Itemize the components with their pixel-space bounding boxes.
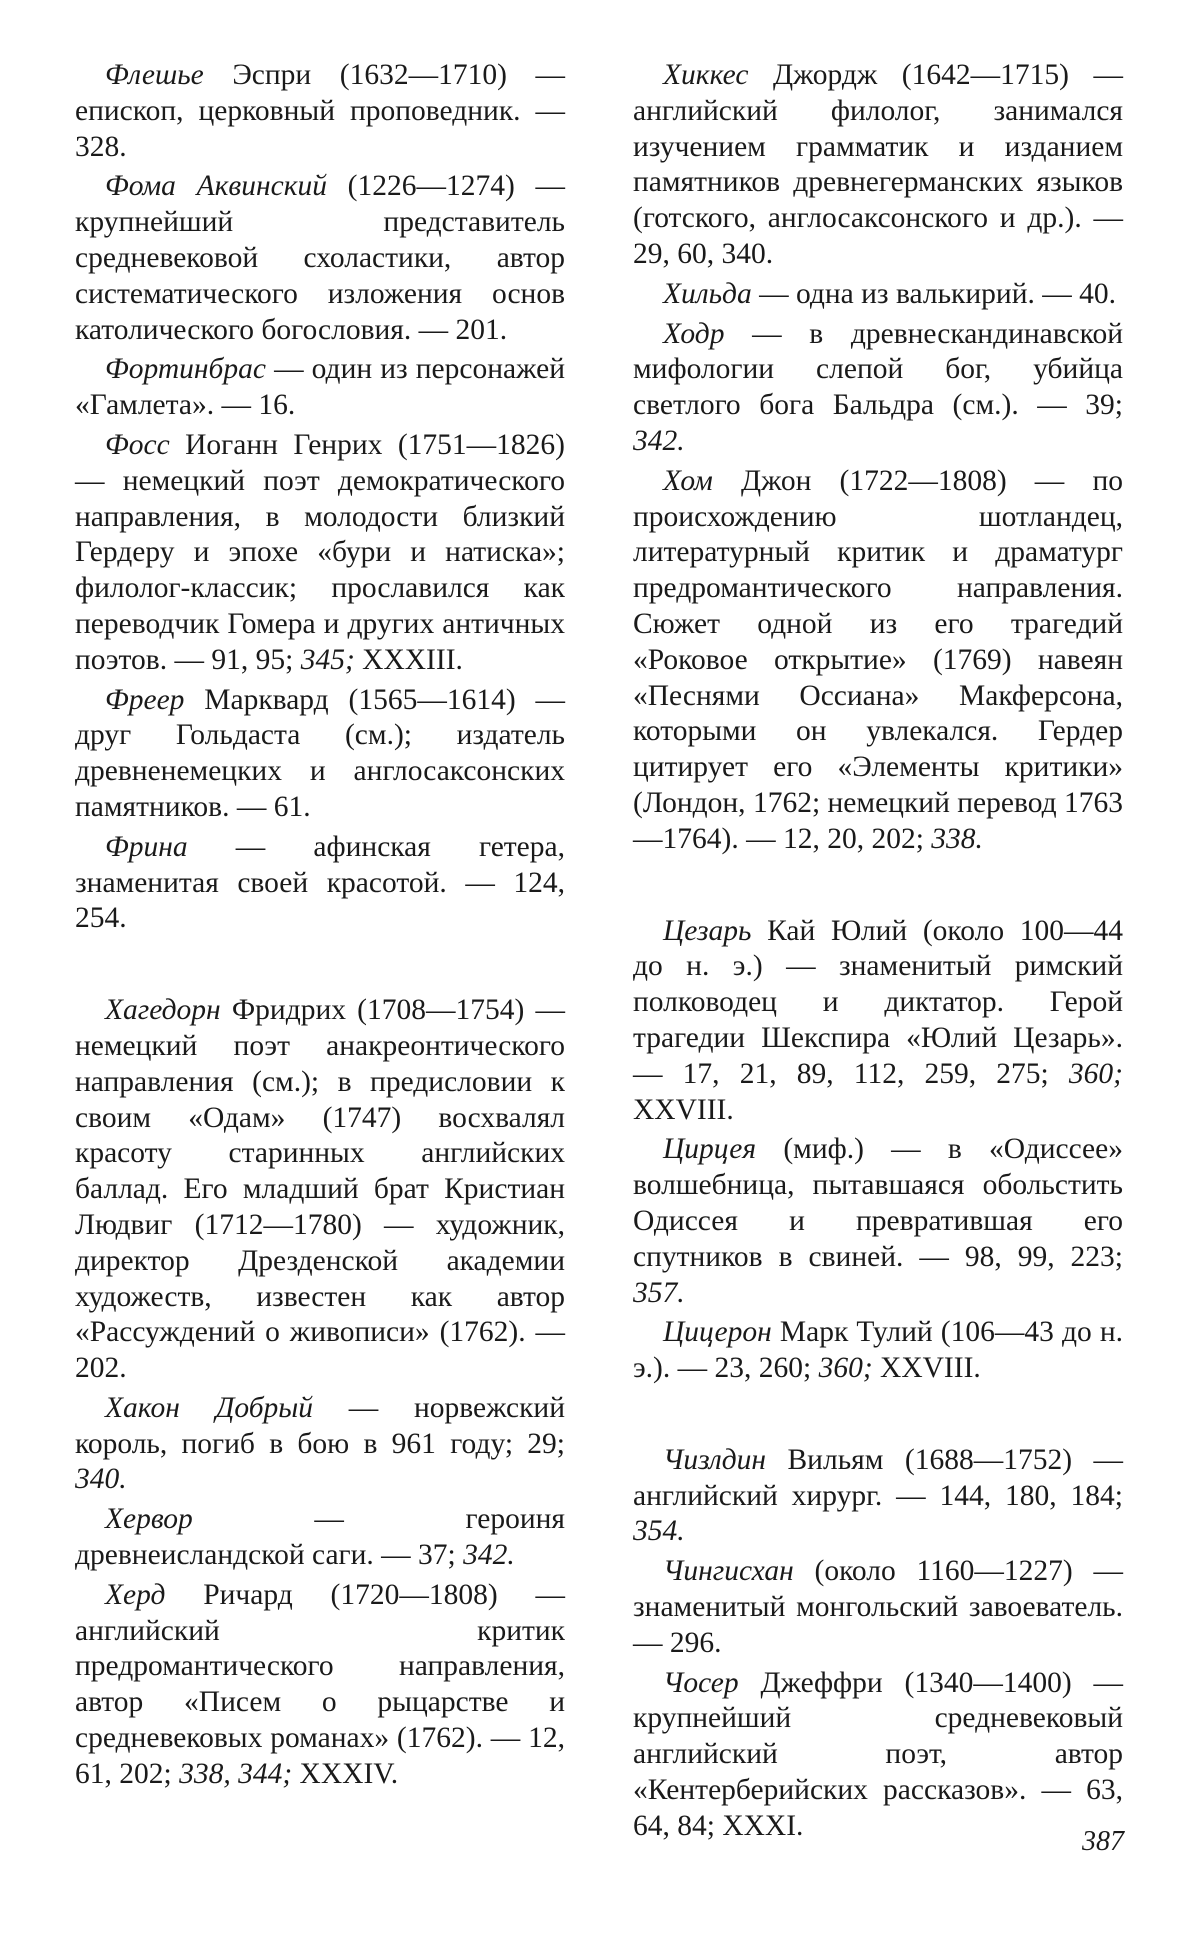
entry-text: — в древнескандинавской мифологии слепой бог, убийца светлого бога Бальдра (см.). — 39; [633, 317, 1123, 422]
right-column [633, 58, 1123, 1849]
entry-name: Хильда [663, 277, 752, 310]
entry-text: — героиня древнеисландской саги. — 37; [75, 1503, 565, 1572]
index-entry [75, 428, 565, 679]
entry-name: Ходр [663, 317, 725, 350]
index-entry [75, 1391, 565, 1498]
entry-italic-pages: 340. [75, 1463, 127, 1496]
page-number: 387 [1082, 1826, 1124, 1857]
left-column [75, 58, 565, 1797]
entry-italic-pages: 342. [463, 1539, 515, 1572]
entry-text: Вильям (1688—1752) — английский хирург. — 144, 180, 184; [633, 1443, 1123, 1512]
index-entry [75, 993, 565, 1387]
entry-text: Джордж (1642—1715) — английский филолог, занимался изучением грамматик и изданием памятников древнегерманских языков (готского, англосаксонского и др.). — 29, 60, 340. [633, 59, 1123, 270]
entry-tail: XXXIII. [354, 643, 463, 676]
entry-text: (около 1160—1227) — знаменитый монгольский завоеватель. — 296. [633, 1555, 1123, 1659]
index-entry [633, 277, 1123, 313]
entry-name: Фортинбрас [105, 353, 266, 386]
entry-text: Ричард (1720—1808) — английский критик предромантического направления, автор «Писем о рыцарстве и средневековых романах» (1762). — 12, 61, 202; [75, 1578, 565, 1790]
entry-name: Цирцея [663, 1133, 757, 1166]
entry-text: Марквард (1565—1614) — друг Гольдаста (см.); издатель древненемецких и англосаксонских памятников. — 61. [75, 683, 565, 823]
entry-name: Хакон Добрый [105, 1391, 314, 1424]
entry-name: Фома Аквинский [105, 170, 327, 203]
entry-name: Фосс [105, 428, 170, 461]
index-entry [633, 1443, 1123, 1550]
entry-italic-pages: 342. [633, 424, 685, 457]
entry-tail: XXVIII. [633, 1093, 734, 1126]
index-entry [75, 1502, 565, 1574]
entry-italic-pages: 338, 344; [179, 1757, 293, 1790]
index-entry [633, 317, 1123, 460]
index-entry [633, 1554, 1123, 1661]
index-entry [633, 1666, 1123, 1845]
entry-text: Фридрих (1708—1754) — немецкий поэт анакреонтического направления (см.); в предисловии к своим «Одам» (1747) восхвалял красоту старинных английских баллад. Его младший брат Кристиан Людвиг (1712—1780) — художник, директор Дрезденской академии художеств, известен как автор «Рассуждений о живописи» (1762). — 202. [75, 994, 565, 1385]
entry-text: — афинская гетера, знаменитая своей красотой. — 124, 254. [75, 830, 565, 935]
entry-italic-pages: 360; [1068, 1057, 1123, 1090]
entry-name: Чосер [663, 1666, 739, 1699]
entry-name: Чизлдин [663, 1443, 767, 1476]
entry-tail: XXVIII. [872, 1352, 981, 1385]
entry-text: Джон (1722—1808) — по происхождению шотландец, литературный критик и драматург предромантического направления. Сюжет одной из его трагедий «Роковое открытие» (1769) навеян «Песнями Оссиана» Макферсона, которыми он увлекался. Гердер цитирует его «Элементы критики» (Лондон, 1762; немецкий перевод 1763—1764). — 12, 20, 202; [633, 464, 1123, 855]
index-entry [75, 169, 565, 348]
entry-name: Хом [663, 464, 713, 497]
index-entry [75, 683, 565, 826]
entry-italic-pages: 345; [300, 643, 355, 676]
entry-name: Флешье [105, 59, 204, 91]
entry-name: Чингисхан [663, 1555, 794, 1588]
entry-text: — норвежский король, погиб в бою в 961 году; 29; [75, 1391, 565, 1460]
index-entry [633, 914, 1123, 1129]
entry-name: Хагедорн [105, 994, 221, 1027]
entry-name: Фрина [105, 830, 188, 863]
index-entry [633, 1315, 1123, 1387]
index-entry [75, 1578, 565, 1793]
entry-text: Эспри (1632—1710) — епископ, церковный проповедник. — 328. [75, 59, 565, 163]
entry-text: — один из персонажей «Гамлета». — 16. [75, 353, 565, 422]
entry-name: Цезарь [663, 914, 752, 947]
index-entry [633, 464, 1123, 858]
entry-name: Цицерон [663, 1316, 772, 1349]
entry-text: (1226—1274) — крупнейший представитель средневековой схоластики, автор систематического изложения основ католического богословия. — 201. [75, 170, 565, 346]
entry-text: (миф.) — в «Одиссее» волшебница, пытавшаяся обольстить Одиссея и превратившая его спутников в свиней. — 98, 99, 223; [633, 1133, 1123, 1273]
entry-text: Марк Тулий (106—43 до н. э.). — 23, 260; [633, 1316, 1123, 1385]
index-entry [75, 58, 565, 165]
entry-text: — одна из валькирий. — 40. [751, 277, 1116, 310]
index-entry [633, 1132, 1123, 1311]
entry-name: Херд [105, 1578, 166, 1611]
entry-italic-pages: 357. [633, 1276, 685, 1309]
index-entry [75, 352, 565, 424]
entry-italic-pages: 354. [633, 1515, 685, 1548]
entry-text: Иоганн Генрих (1751—1826) — немецкий поэт демократического направления, в молодости близкий Гердеру и эпохе «бури и натиска»; филолог-классик; прославился как переводчик Гомера и других античных поэтов. — 91, 95; [75, 428, 565, 676]
entry-text: Джеффри (1340—1400) — крупнейший средневековый английский поэт, автор «Кентерберийских рассказов». — 63, 64, 84; XXXI. [633, 1666, 1123, 1842]
entry-italic-pages: 338. [931, 822, 983, 855]
entry-name: Хервор [105, 1503, 193, 1536]
entry-name: Хиккес [663, 59, 749, 91]
entry-text: Кай Юлий (около 100—44 до н. э.) — знаменитый римский полководец и диктатор. Герой трагедии Шекспира «Юлий Цезарь». — 17, 21, 89, 112, 259, 275; [633, 914, 1123, 1090]
entry-name: Фреер [105, 683, 185, 716]
index-entry [75, 830, 565, 937]
entry-italic-pages: 360; [818, 1352, 873, 1385]
entry-tail: XXXIV. [292, 1757, 399, 1790]
index-entry [633, 58, 1123, 273]
